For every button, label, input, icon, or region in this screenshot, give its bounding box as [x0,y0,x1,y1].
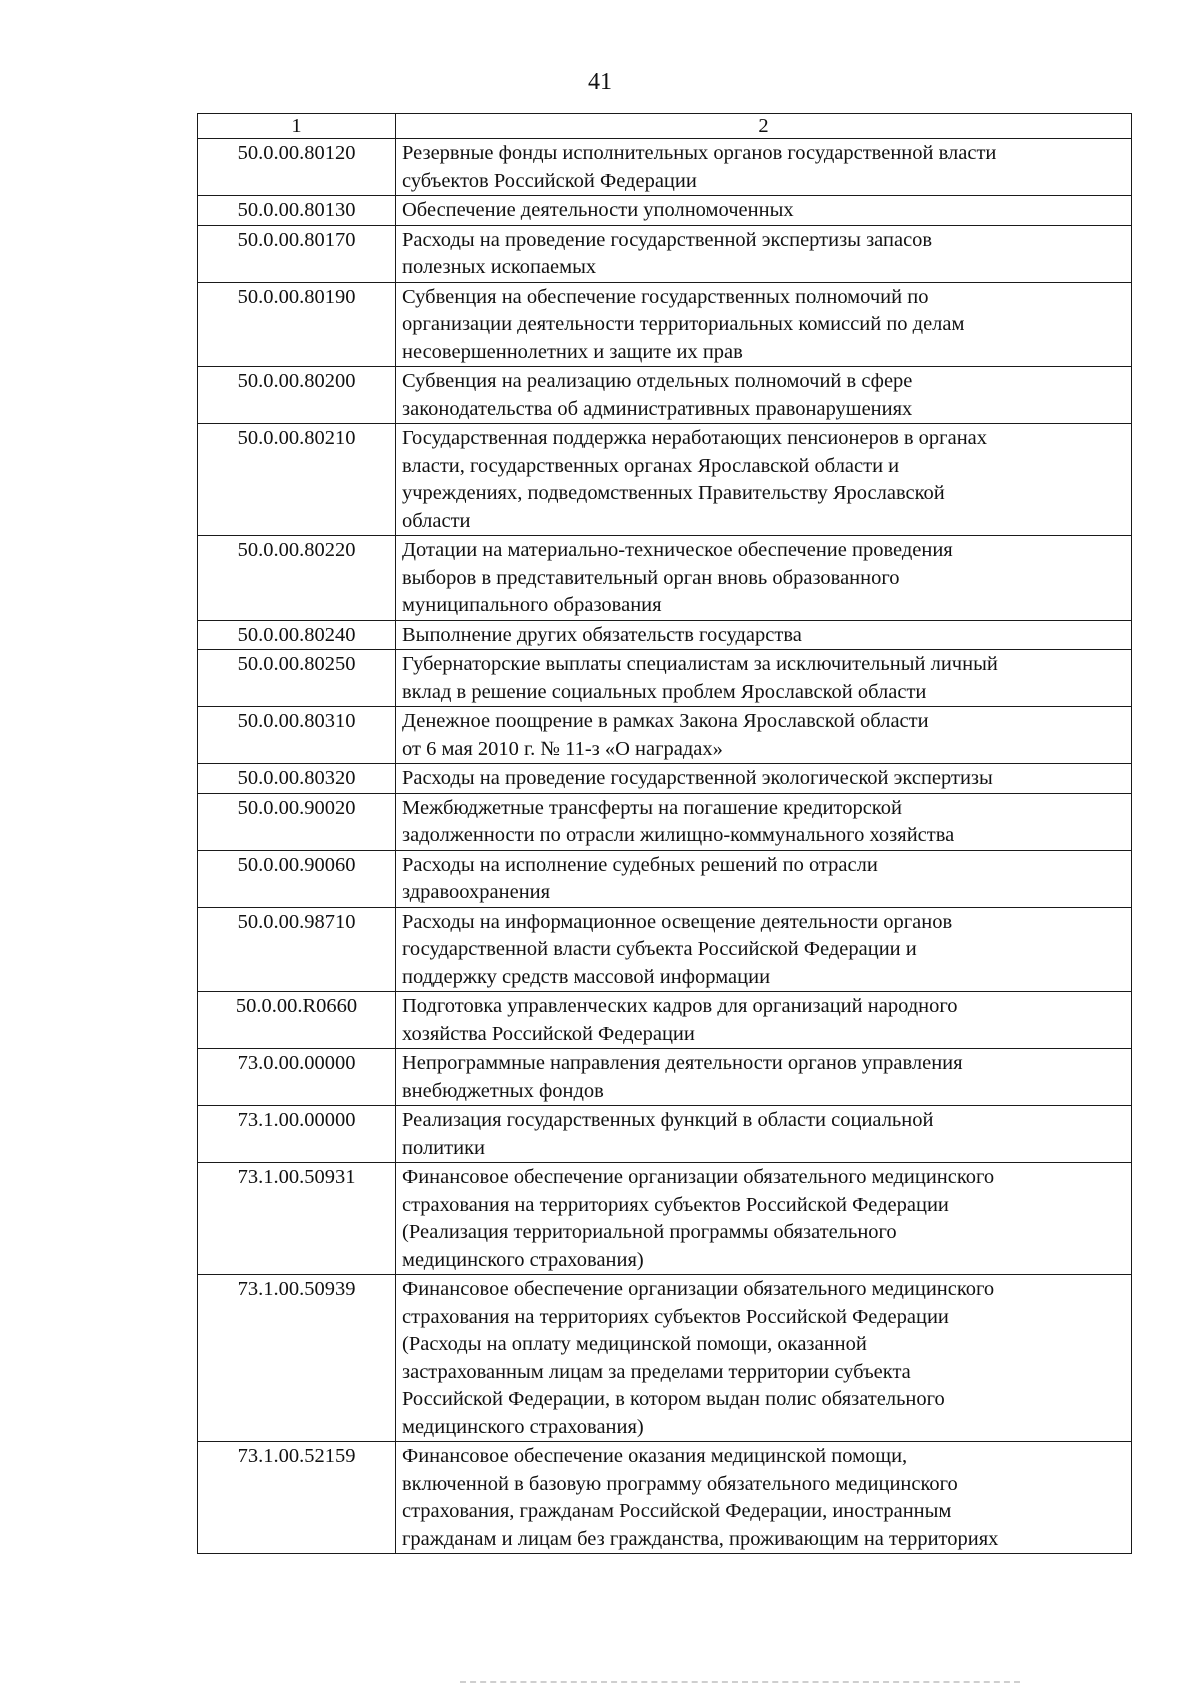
description-line: власти, государственных органах Ярославской области и [402,454,900,477]
description-line: Российской Федерации, в котором выдан полис обязательного [402,1388,945,1410]
description-line: Государственная поддержка неработающих пенсионеров в органах [402,427,988,449]
row-description [396,139,1132,196]
table-body [198,139,1132,1554]
description-line: Расходы на исполнение судебных решений по отрасли [402,853,878,876]
description-line: области [402,509,471,532]
table-row [198,536,1132,621]
table-row [198,1442,1132,1554]
description-line: Финансовое обеспечение оказания медицинской помощи, [402,1445,908,1467]
description-line: медицинского страхования) [402,1248,644,1271]
description-line: Финансовое обеспечение организации обязательного медицинского [402,1278,995,1300]
description-line: Расходы на информационное освещение деятельности органов [402,910,953,933]
table-row [198,1106,1132,1163]
row-code: 50.0.00.90060 [198,850,396,907]
row-code: 50.0.00.80250 [198,650,396,707]
row-code: 50.0.00.80320 [198,764,396,794]
description-line: организации деятельности территориальных комиссий по делам [402,313,965,335]
page-number: 41 [588,69,612,95]
scan-artifact-line [460,1681,1020,1683]
description-line: Выполнение других обязательств государства [402,623,802,646]
row-description [396,196,1132,226]
description-line: Денежное поощрение в рамках Закона Ярославской области [402,710,929,732]
description-line: законодательства об административных правонарушениях [402,397,913,420]
row-code: 50.0.00.80210 [198,424,396,536]
row-description [396,620,1132,650]
row-description [396,1275,1132,1442]
table-row [198,850,1132,907]
description-line: муниципального образования [402,594,662,616]
table-row [198,1275,1132,1442]
description-line: от 6 мая 2010 г. № 11-з «О наградах» [402,737,723,760]
description-line: поддержку средств массовой информации [402,965,771,988]
description-line: Субвенция на реализацию отдельных полномочий в сфере [402,370,913,392]
table-row [198,620,1132,650]
description-line: Межбюджетные трансферты на погашение кредиторской [402,796,902,819]
row-description [396,992,1132,1049]
row-code: 50.0.00.90020 [198,793,396,850]
table-row [198,992,1132,1049]
row-code: 50.0.00.80220 [198,536,396,621]
description-line: учреждениях, подведомственных Правительству Ярославской [402,482,945,504]
description-line: задолженности по отрасли жилищно-коммунального хозяйства [402,824,955,846]
table-row [198,424,1132,536]
budget-classification-table [197,113,1132,1554]
description-line: застрахованным лицам за пределами территории субъекта [402,1360,911,1383]
table-row [198,1163,1132,1275]
description-line: Расходы на проведение государственной экспертизы запасов [402,228,933,251]
row-description [396,850,1132,907]
description-line: несовершеннолетних и защите их прав [402,340,743,363]
table-row [198,793,1132,850]
row-description [396,367,1132,424]
table-row [198,139,1132,196]
description-line: внебюджетных фондов [402,1079,604,1102]
description-line: Резервные фонды исполнительных органов государственной власти [402,142,997,164]
row-code: 50.0.00.80240 [198,620,396,650]
row-code: 50.0.00.80170 [198,225,396,282]
row-description [396,650,1132,707]
table-row [198,367,1132,424]
row-description [396,225,1132,282]
row-code: 73.0.00.00000 [198,1049,396,1106]
description-line: гражданам и лицам без гражданства, проживающим на территориях [402,1527,999,1550]
table-row [198,196,1132,226]
description-line: полезных ископаемых [402,256,597,278]
row-code: 73.1.00.50931 [198,1163,396,1275]
description-line: выборов в представительный орган вновь образованного [402,566,900,589]
table-row [198,707,1132,764]
row-code: 50.0.00.80190 [198,282,396,367]
row-code: 50.0.00.80200 [198,367,396,424]
description-line: хозяйства Российской Федерации [402,1022,695,1045]
description-line: включенной в базовую программу обязательного медицинского [402,1472,958,1495]
description-line: политики [402,1136,486,1159]
row-description [396,1442,1132,1554]
row-code: 73.1.00.50939 [198,1275,396,1442]
description-line: медицинского страхования) [402,1415,644,1438]
row-code: 50.0.00.80130 [198,196,396,226]
description-line: (Расходы на оплату медицинской помощи, оказанной [402,1333,867,1355]
row-code: 50.0.00.80120 [198,139,396,196]
description-line: Подготовка управленческих кадров для организаций народного [402,995,958,1017]
description-line: Непрограммные направления деятельности органов управления [402,1052,963,1074]
row-code: 73.1.00.52159 [198,1442,396,1554]
row-code: 50.0.00.R0660 [198,992,396,1049]
description-line: Субвенция на обеспечение государственных полномочий по [402,285,929,308]
table-row [198,282,1132,367]
description-line: страхования на территориях субъектов Российской Федерации [402,1305,949,1328]
description-line: Дотации на материально-техническое обеспечение проведения [402,539,953,561]
table-header [198,114,1132,139]
table-row [198,764,1132,794]
row-code: 73.1.00.00000 [198,1106,396,1163]
row-description [396,907,1132,992]
row-description [396,764,1132,794]
row-description [396,793,1132,850]
description-line: государственной власти субъекта Российской Федерации и [402,938,917,960]
row-description [396,282,1132,367]
row-code: 50.0.00.98710 [198,907,396,992]
description-line: Расходы на проведение государственной экологической экспертизы [402,767,993,789]
column-header-code: 1 [198,114,396,139]
description-line: (Реализация территориальной программы обязательного [402,1221,897,1243]
row-description [396,424,1132,536]
description-line: страхования на территориях субъектов Российской Федерации [402,1193,949,1216]
description-line: Губернаторские выплаты специалистам за исключительный личный [402,653,998,675]
description-line: страхования, гражданам Российской Федерации, иностранным [402,1500,952,1522]
description-line: вклад в решение социальных проблем Ярославской области [402,680,927,703]
description-line: Финансовое обеспечение организации обязательного медицинского [402,1166,995,1188]
table-header-row [198,114,1132,139]
table-row [198,225,1132,282]
description-line: субъектов Российской Федерации [402,169,697,192]
table-row [198,907,1132,992]
row-description [396,707,1132,764]
description-line: Реализация государственных функций в области социальной [402,1109,934,1131]
column-header-description: 2 [396,114,1132,139]
row-description [396,1049,1132,1106]
row-description [396,536,1132,621]
row-code: 50.0.00.80310 [198,707,396,764]
description-line: Обеспечение деятельности уполномоченных [402,199,794,221]
row-description [396,1106,1132,1163]
description-line: здравоохранения [402,881,551,903]
table-row [198,1049,1132,1106]
table-row [198,650,1132,707]
row-description [396,1163,1132,1275]
